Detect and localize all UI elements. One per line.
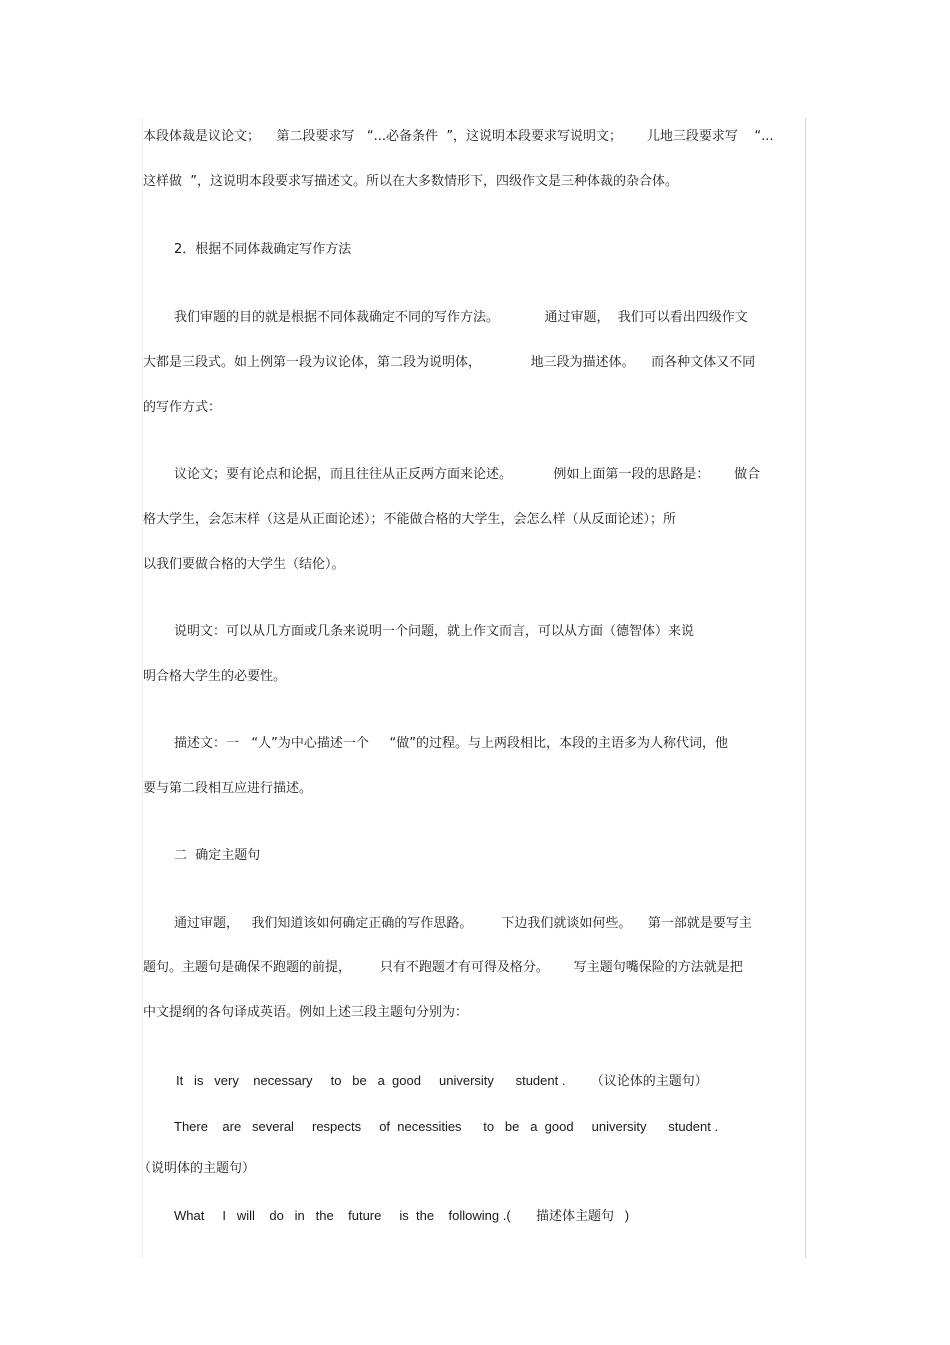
paragraph-line: 说明文：可以从几方面或几条来说明一个问题，就上作文而言，可以从方面（德智体）来说 xyxy=(174,624,695,639)
paragraph-line: 中文提纲的各句译成英语。例如上述三段主题句分别为： xyxy=(143,1005,469,1020)
section-heading: 二 确定主题句 xyxy=(174,848,261,863)
paragraph-line: 明合格大学生的必要性。 xyxy=(143,669,287,684)
topic-sentence: What I will do in the future is the following .( 描述体主题句 ) xyxy=(174,1208,630,1223)
section-heading: 2．根据不同体裁确定写作方法 xyxy=(174,242,352,257)
paragraph-line: 我们审题的目的就是根据不同体裁确定不同的写作方法。 通过审题， 我们可以看出四级作文 xyxy=(174,310,748,325)
paragraph-line: 大都是三段式。如上例第一段为议论体，第二段为说明体， 地三段为描述体。 而各种文体又不同 xyxy=(143,355,756,370)
paragraph-line: 格大学生，会怎末样（这是从正面论述）；不能做合格的大学生，会怎么样（从反面论述）；所 xyxy=(143,512,677,527)
paragraph-line: 本段体裁是议论文； 第二段要求写 “...必备条件 ”，这说明本段要求写说明文； 儿地三段要求写 “... xyxy=(143,129,774,144)
topic-sentence: It is very necessary to be a good university student . （议论体的主题句） xyxy=(176,1073,708,1088)
paragraph-line: 这样做 ”，这说明本段要求写描述文。所以在大多数情形下，四级作文是三种体裁的杂合体。 xyxy=(143,174,679,189)
paragraph-line: 通过审题， 我们知道该如何确定正确的写作思路。 下边我们就谈如何些。 第一部就是要写主 xyxy=(174,916,752,931)
paragraph-line: 描述文：一 “人”为中心描述一个 “做”的过程。与上两段相比，本段的主语多为人称代词，他 xyxy=(174,736,728,751)
paragraph-line: 的写作方式： xyxy=(143,400,222,415)
paragraph-line: 题句。主题句是确保不跑题的前提， 只有不跑题才有可得及格分。 写主题句嘴保险的方法就是把 xyxy=(143,960,743,975)
paragraph-line: 以我们要做合格的大学生（结伦）。 xyxy=(143,557,345,572)
paragraph-line: 议论文；要有论点和论据，而且往往从正反两方面来论述。 例如上面第一段的思路是： 做合 xyxy=(174,467,761,482)
topic-sentence: There are several respects of necessities to be a good university student . xyxy=(174,1119,719,1134)
paragraph-line: 要与第二段相互应进行描述。 xyxy=(143,781,313,796)
topic-sentence-note: （说明体的主题句） xyxy=(138,1161,256,1176)
